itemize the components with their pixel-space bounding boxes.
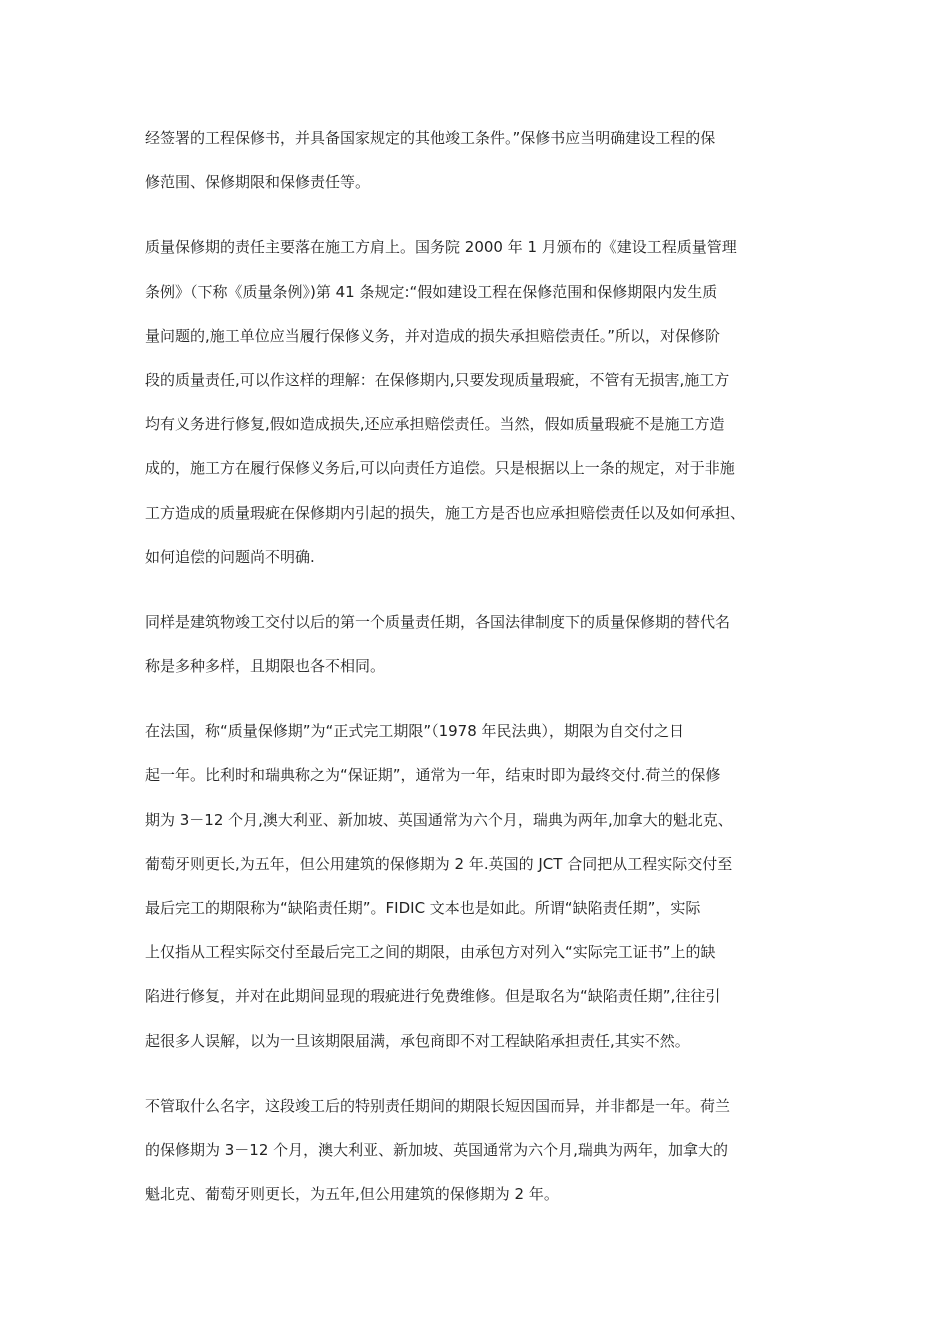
text-line: 称是多种多样，且期限也各不相同。	[145, 657, 386, 676]
text-line: 修范围、保修期限和保修责任等。	[145, 173, 371, 192]
text-line: 均有义务进行修复,假如造成损失,还应承担赔偿责任。当然，假如质量瑕疵不是施工方造	[145, 415, 725, 434]
text-line: 条例》（下称《质量条例》)第 41 条规定:“假如建设工程在保修范围和保修期限内发生质	[145, 282, 718, 301]
text-line: 成的，施工方在履行保修义务后,可以向责任方追偿。只是根据以上一条的规定，对于非施	[145, 459, 735, 478]
text-line: 起很多人误解，以为一旦该期限届满，承包商即不对工程缺陷承担责任,其实不然。	[145, 1031, 690, 1050]
paragraph-1	[145, 116, 815, 204]
text-line: 葡萄牙则更长,为五年，但公用建筑的保修期为 2 年.英国的 JCT 合同把从工程实际交付至	[145, 854, 733, 873]
text-line: 起一年。比利时和瑞典称之为“保证期”，通常为一年，结束时即为最终交付.荷兰的保修	[145, 766, 721, 785]
paragraph-2	[145, 225, 815, 579]
text-line: 的保修期为 3－12 个月，澳大利亚、新加坡、英国通常为六个月,瑞典为两年，加拿大的	[145, 1140, 728, 1159]
text-line: 经签署的工程保修书，并具备国家规定的其他竣工条件。”保修书应当明确建设工程的保	[145, 129, 716, 147]
text-line: 期为 3－12 个月,澳大利亚、新加坡、英国通常为六个月，瑞典为两年,加拿大的魁北克、	[145, 810, 733, 829]
paragraph-4	[145, 709, 815, 1063]
text-line: 在法国，称“质量保修期”为“正式完工期限”（1978 年民法典），期限为自交付之日	[145, 722, 685, 741]
text-line: 魁北克、葡萄牙则更长，为五年,但公用建筑的保修期为 2 年。	[145, 1185, 559, 1204]
text-line: 陷进行修复，并对在此期间显现的瑕疵进行免费维修。但是取名为“缺陷责任期”,往往引	[145, 987, 721, 1006]
text-line: 最后完工的期限称为“缺陷责任期”。FIDIC 文本也是如此。所谓“缺陷责任期”，实际	[145, 899, 701, 917]
text-line: 同样是建筑物竣工交付以后的第一个质量责任期，各国法律制度下的质量保修期的替代名	[145, 612, 731, 631]
text-line: 段的质量责任,可以作这样的理解：在保修期内,只要发现质量瑕疵，不管有无损害,施工方	[145, 370, 730, 389]
text-line: 工方造成的质量瑕疵在保修期内引起的损失，施工方是否也应承担赔偿责任以及如何承担、	[145, 503, 746, 522]
text-line: 质量保修期的责任主要落在施工方肩上。国务院 2000 年 1 月颁布的《建设工程质量管理	[145, 238, 737, 257]
text-line: 上仅指从工程实际交付至最后完工之间的期限，由承包方对列入“实际完工证书”上的缺	[145, 943, 716, 962]
text-line: 如何追偿的问题尚不明确.	[145, 547, 315, 566]
paragraph-5	[145, 1084, 815, 1217]
text-line: 不管取什么名字，这段竣工后的特别责任期间的期限长短因国而异，并非都是一年。荷兰	[145, 1096, 731, 1115]
document-body	[145, 116, 815, 1237]
paragraph-3	[145, 600, 815, 688]
text-line: 量问题的,施工单位应当履行保修义务，并对造成的损失承担赔偿责任。”所以，对保修阶	[145, 326, 721, 345]
